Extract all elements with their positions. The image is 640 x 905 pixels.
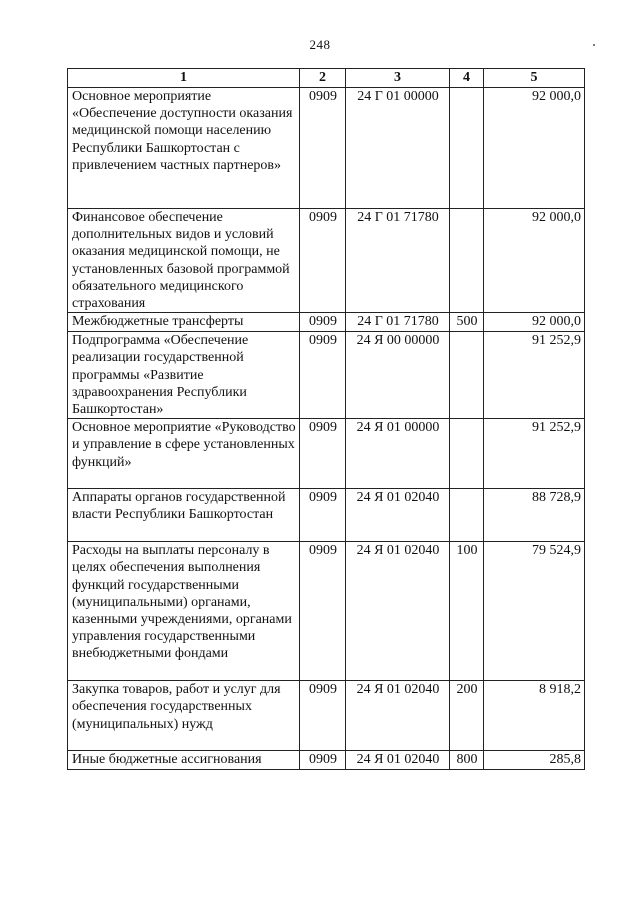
header-col-5: 5 xyxy=(484,69,585,88)
row-amount: 8 918,2 xyxy=(484,681,585,751)
row-name: Финансовое обеспечение дополнительных видов и условий оказания медицинской помощи, не установленных базовой программой обязательного медицинского страхования xyxy=(68,209,300,313)
row-section: 0909 xyxy=(300,542,346,681)
row-amount: 92 000,0 xyxy=(484,209,585,313)
row-kind xyxy=(450,489,484,542)
table-row xyxy=(68,88,585,209)
row-section: 0909 xyxy=(300,419,346,489)
row-name: Межбюджетные трансферты xyxy=(68,313,300,332)
table-row xyxy=(68,681,585,751)
table-row xyxy=(68,542,585,681)
row-section: 0909 xyxy=(300,88,346,209)
header-col-2: 2 xyxy=(300,69,346,88)
table-row xyxy=(68,751,585,770)
table-row xyxy=(68,332,585,419)
row-kind: 100 xyxy=(450,542,484,681)
row-section: 0909 xyxy=(300,332,346,419)
table-row xyxy=(68,209,585,313)
row-amount: 88 728,9 xyxy=(484,489,585,542)
row-section: 0909 xyxy=(300,681,346,751)
row-code: 24 Я 01 02040 xyxy=(346,542,450,681)
row-section: 0909 xyxy=(300,313,346,332)
row-section: 0909 xyxy=(300,209,346,313)
header-row xyxy=(68,69,585,88)
table-row xyxy=(68,419,585,489)
row-section: 0909 xyxy=(300,751,346,770)
row-kind: 800 xyxy=(450,751,484,770)
row-name: Основное мероприятие «Руководство и управление в сфере установленных функций» xyxy=(68,419,300,489)
row-code: 24 Я 00 00000 xyxy=(346,332,450,419)
row-amount: 92 000,0 xyxy=(484,313,585,332)
page-number: 248 xyxy=(309,37,331,52)
row-name: Аппараты органов государственной власти Республики Башкортостан xyxy=(68,489,300,542)
row-kind xyxy=(450,209,484,313)
row-code: 24 Я 01 00000 xyxy=(346,419,450,489)
row-amount: 91 252,9 xyxy=(484,332,585,419)
row-kind xyxy=(450,332,484,419)
row-name: Подпрограмма «Обеспечение реализации государственной программы «Развитие здравоохранения Республики Башкортостан» xyxy=(68,332,300,419)
table-row xyxy=(68,313,585,332)
row-code: 24 Я 01 02040 xyxy=(346,751,450,770)
row-kind: 500 xyxy=(450,313,484,332)
row-code: 24 Я 01 02040 xyxy=(346,489,450,542)
row-kind xyxy=(450,88,484,209)
row-code: 24 Г 01 71780 xyxy=(346,209,450,313)
row-amount: 285,8 xyxy=(484,751,585,770)
row-name: Расходы на выплаты персоналу в целях обеспечения выполнения функций государственными (муниципальными) органами, казенными учреждениями, органами управления государственными внебюджетными фондами xyxy=(68,542,300,681)
row-name: Основное мероприятие «Обеспечение доступности оказания медицинской помощи населению Республики Башкортостан с привлечением частных партнеров» xyxy=(68,88,300,209)
table-row xyxy=(68,489,585,542)
row-code: 24 Я 01 02040 xyxy=(346,681,450,751)
row-name: Закупка товаров, работ и услуг для обеспечения государственных (муниципальных) нужд xyxy=(68,681,300,751)
row-amount: 91 252,9 xyxy=(484,419,585,489)
row-amount: 79 524,9 xyxy=(484,542,585,681)
stray-mark xyxy=(593,44,595,46)
header-col-4: 4 xyxy=(450,69,484,88)
row-amount: 92 000,0 xyxy=(484,88,585,209)
row-code: 24 Г 01 71780 xyxy=(346,313,450,332)
header-col-3: 3 xyxy=(346,69,450,88)
header-col-1: 1 xyxy=(68,69,300,88)
row-section: 0909 xyxy=(300,489,346,542)
row-kind: 200 xyxy=(450,681,484,751)
row-code: 24 Г 01 00000 xyxy=(346,88,450,209)
budget-table xyxy=(67,68,585,770)
row-name: Иные бюджетные ассигнования xyxy=(68,751,300,770)
row-kind xyxy=(450,419,484,489)
